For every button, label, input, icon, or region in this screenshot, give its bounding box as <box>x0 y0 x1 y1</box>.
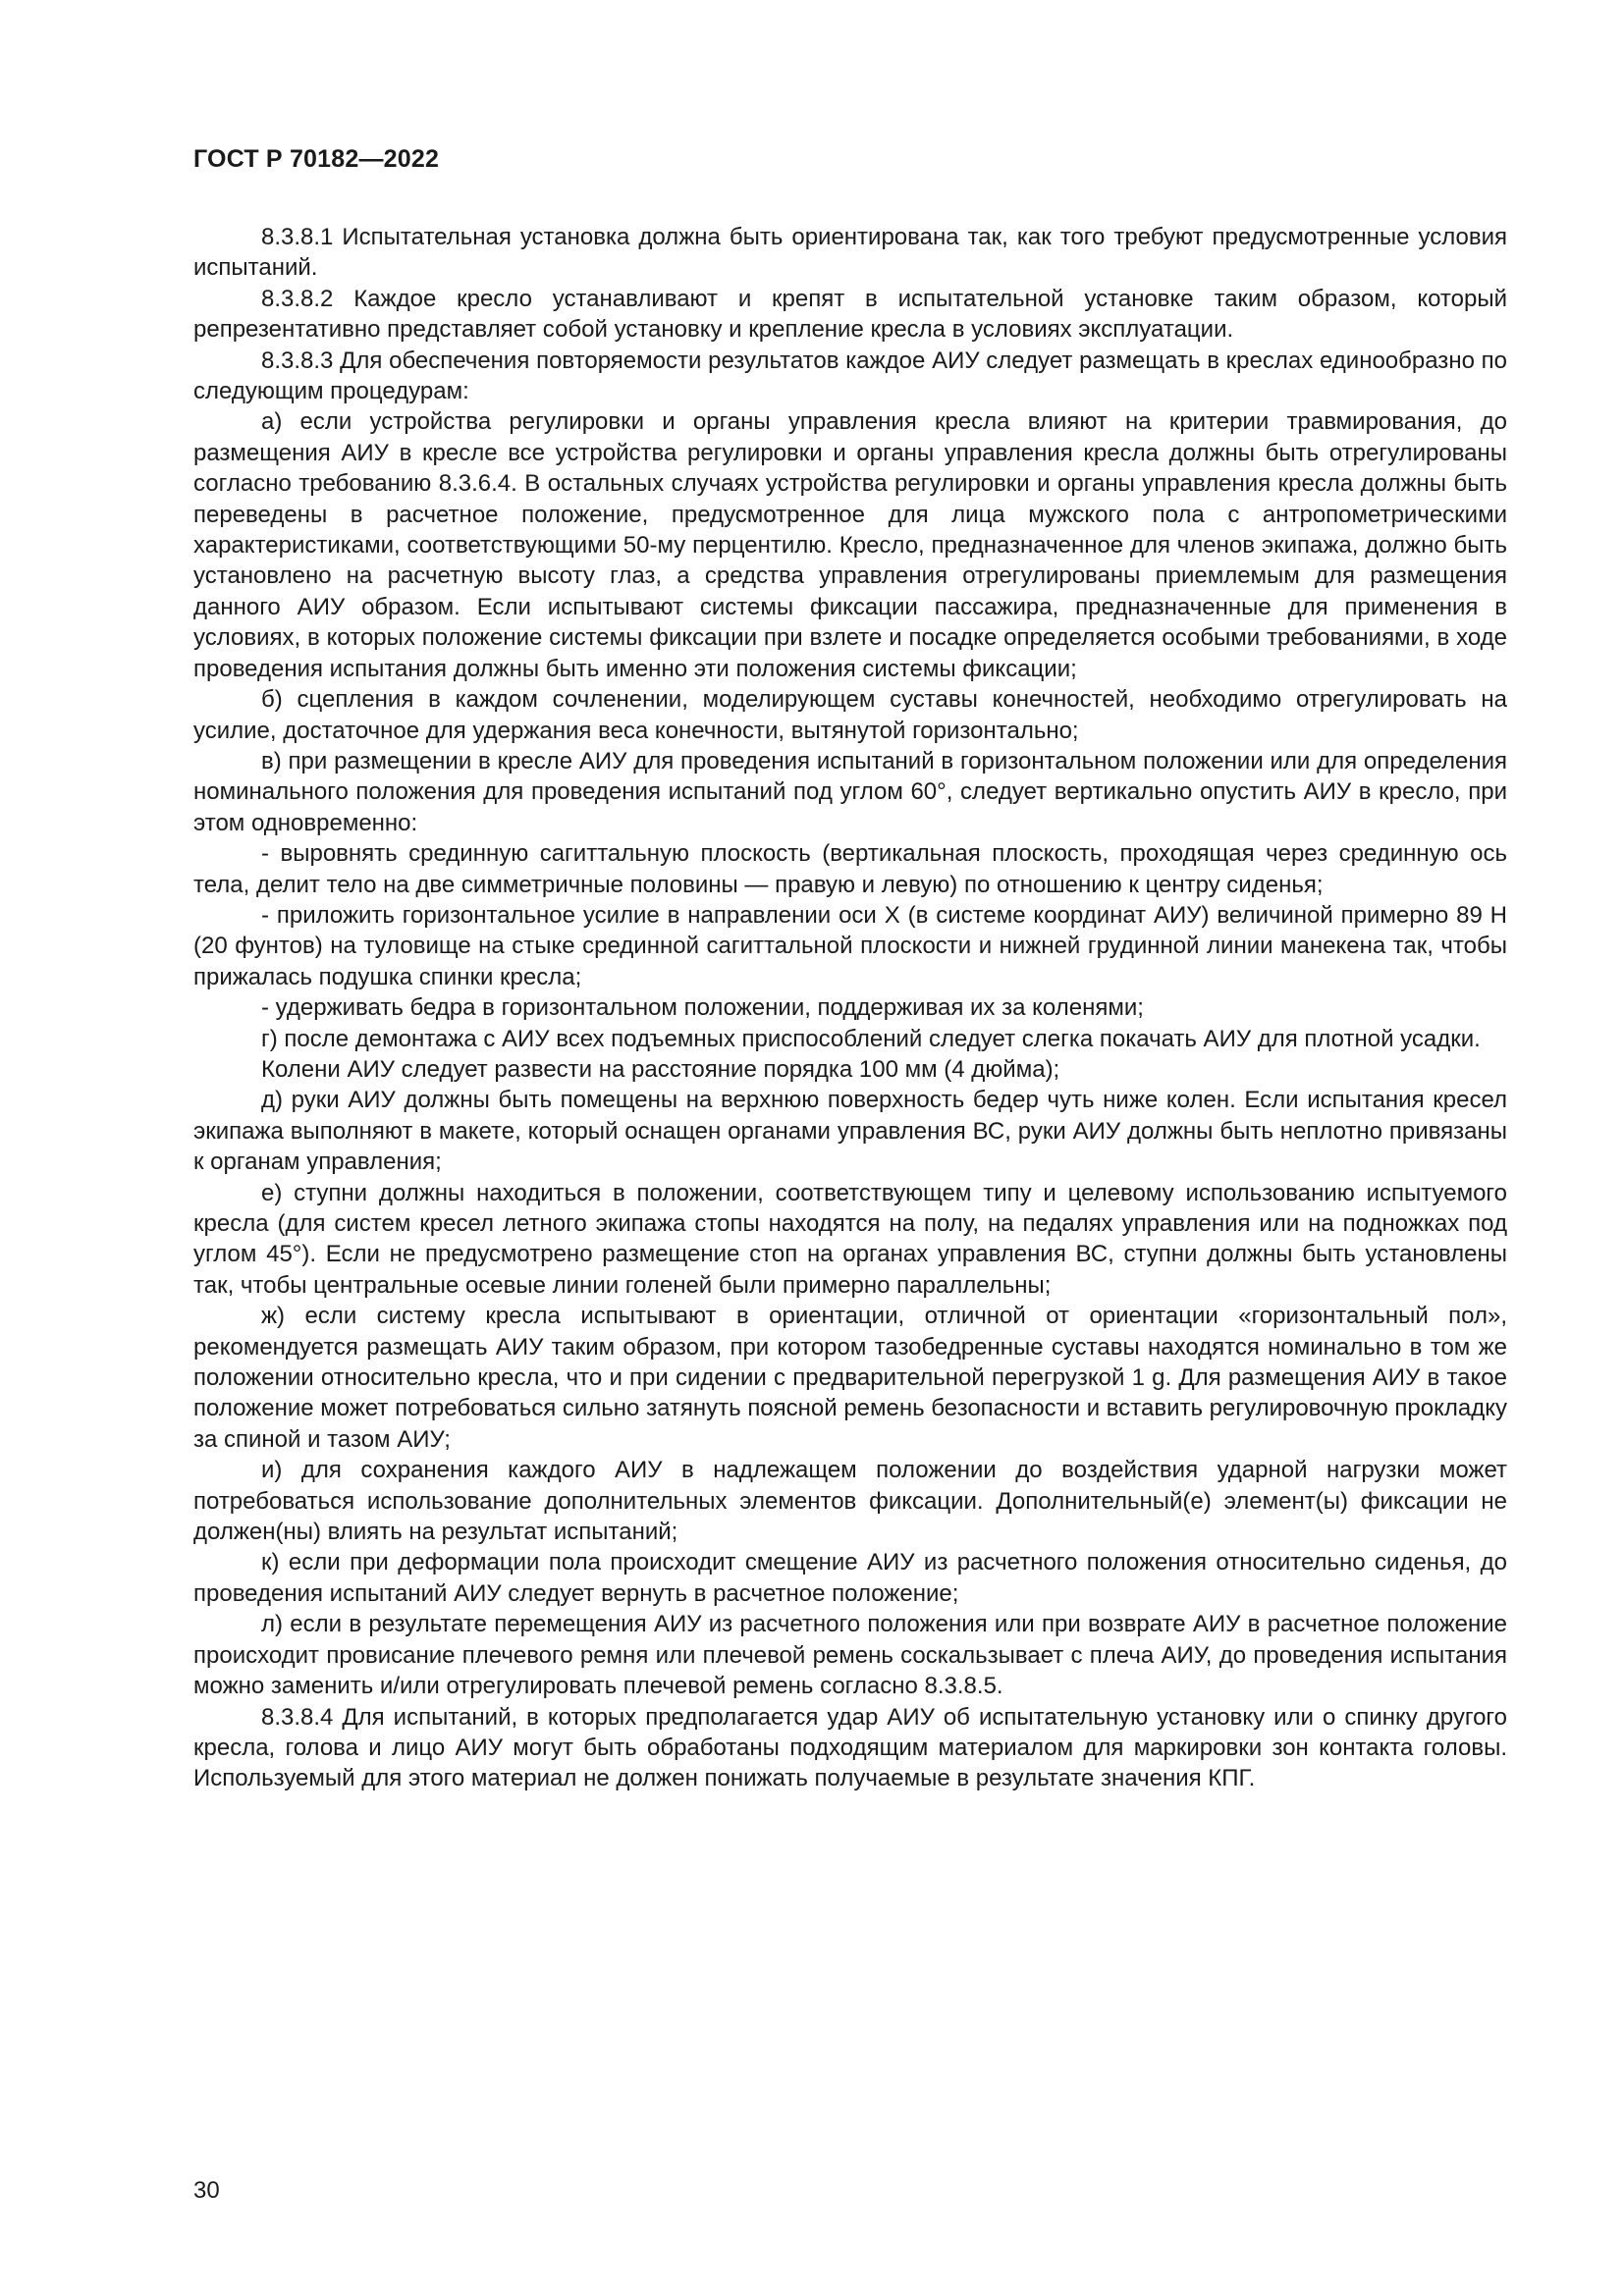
body-text <box>193 222 1507 1794</box>
clause-8-3-8-4: 8.3.8.4 Для испытаний, в которых предполагается удар АИУ об испытательную установку или о спинку другого кресла, голова и лицо АИУ могут быть обработаны подходящим материалом для маркировки зон контакта головы. Используемый для этого материал не должен понижать получаемые в результате значения КПГ. <box>193 1703 1507 1792</box>
list-item-l: л) если в результате перемещения АИУ из расчетного положения или при возврате АИУ в расчетное положение происходит провисание плечевого ремня или плечевой ремень соскальзывает с плеча АИУ, до проведения испытания можно заменить и/или отрегулировать плечевой ремень согласно 8.3.8.5. <box>193 1611 1507 1700</box>
list-item-v: в) при размещении в кресле АИУ для проведения испытаний в горизонтальном положении или для определения номинального положения для проведения испытаний под углом 60°, следует вертикально опустить АИУ в кресло, при этом одновременно: <box>193 747 1507 836</box>
sub-item-align-plane: - выровнять срединную сагиттальную плоскость (вертикальная плоскость, проходящая через срединную ось тела, делит тело на две симметричные половины — правую и левую) по отношению к центру сиденья; <box>193 840 1507 898</box>
list-item-d: д) руки АИУ должны быть помещены на верхнюю поверхность бедер чуть ниже колен. Если испытания кресел экипажа выполняют в макете, который оснащен органами управления ВС, руки АИУ должны быть неплотно привязаны к органам управления; <box>193 1087 1507 1176</box>
clause-8-3-8-1: 8.3.8.1 Испытательная установка должна быть ориентирована так, как того требуют предусмотренные условия испытаний. <box>193 224 1507 282</box>
clause-8-3-8-3: 8.3.8.3 Для обеспечения повторяемости результатов каждое АИУ следует размещать в креслах единообразно по следующим процедурам: <box>193 347 1507 405</box>
list-item-b: б) сцепления в каждом сочленении, моделирующем суставы конечностей, необходимо отрегулировать на усилие, достаточное для удержания веса конечности, вытянутой горизонтально; <box>193 686 1507 744</box>
list-item-a: а) если устройства регулировки и органы управления кресла влияют на критерии травмирования, до размещения АИУ в кресле все устройства регулировки и органы управления кресла должны быть отрегулированы согласно требованию 8.3.6.4. В остальных случаях устройства регулировки и органы управления кресла должны быть переведены в расчетное положение, предусмотренное для лица мужского пола с антропометрическими характеристиками, соответствующими 50-му перцентилю. Кресло, предназначенное для членов экипажа, должно быть установлено на расчетную высоту глаз, а средства управления отрегулированы приемлемым для размещения данного АИУ образом. Если испытывают системы фиксации пассажира, предназначенные для применения в условиях, в которых положение системы фиксации при взлете и посадке определяется особыми требованиями, в ходе проведения испытания должны быть именно эти положения системы фиксации; <box>193 408 1507 682</box>
list-item-g: г) после демонтажа с АИУ всех подъемных приспособлений следует слегка покачать АИУ для плотной усадки. <box>261 1025 1481 1052</box>
standard-designation: ГОСТ Р 70182—2022 <box>193 145 440 173</box>
sub-item-apply-force: - приложить горизонтальное усилие в направлении оси X (в системе координат АИУ) величиной примерно 89 Н (20 фунтов) на туловище на стыке срединной сагиттальной плоскости и нижней грудинной линии манекена так, чтобы прижалась подушка спинки кресла; <box>193 901 1507 990</box>
list-item-i: и) для сохранения каждого АИУ в надлежащем положении до воздействия ударной нагрузки может потребоваться использование дополнительных элементов фиксации. Дополнительный(е) элемент(ы) фиксации не должен(ны) влиять на результат испытаний; <box>193 1457 1507 1546</box>
list-item-e: е) ступни должны находиться в положении, соответствующем типу и целевому использованию испытуемого кресла (для систем кресел летного экипажа стопы находятся на полу, на педалях управления или на подножках под углом 45°). Если не предусмотрено размещение стоп на органах управления ВС, ступни должны быть установлены так, чтобы центральные осевые линии голеней были примерно параллельны; <box>193 1179 1507 1299</box>
sub-item-hold-thighs: - удерживать бедра в горизонтальном положении, поддерживая их за коленями; <box>261 994 1144 1022</box>
page-number: 30 <box>193 2177 220 2204</box>
knees-spacing-note: Колени АИУ следует развести на расстояние порядка 100 мм (4 дюйма); <box>261 1055 1060 1083</box>
clause-8-3-8-2: 8.3.8.2 Каждое кресло устанавливают и крепят в испытательной установке таким образом, который репрезентативно представляет собой установку и крепление кресла в условиях эксплуатации. <box>193 285 1507 344</box>
list-item-zh: ж) если систему кресла испытывают в ориентации, отличной от ориентации «горизонтальный пол», рекомендуется размещать АИУ таким образом, при котором тазобедренные суставы находятся номинально в том же положении относительно кресла, что и при сидении с предварительной перегрузкой 1 g. Для размещения АИУ в такое положение может потребоваться сильно затянуть поясной ремень безопасности и вставить регулировочную прокладку за спиной и тазом АИУ; <box>193 1303 1507 1453</box>
list-item-k: к) если при деформации пола происходит смещение АИУ из расчетного положения относительно сиденья, до проведения испытаний АИУ следует вернуть в расчетное положение; <box>193 1549 1507 1607</box>
